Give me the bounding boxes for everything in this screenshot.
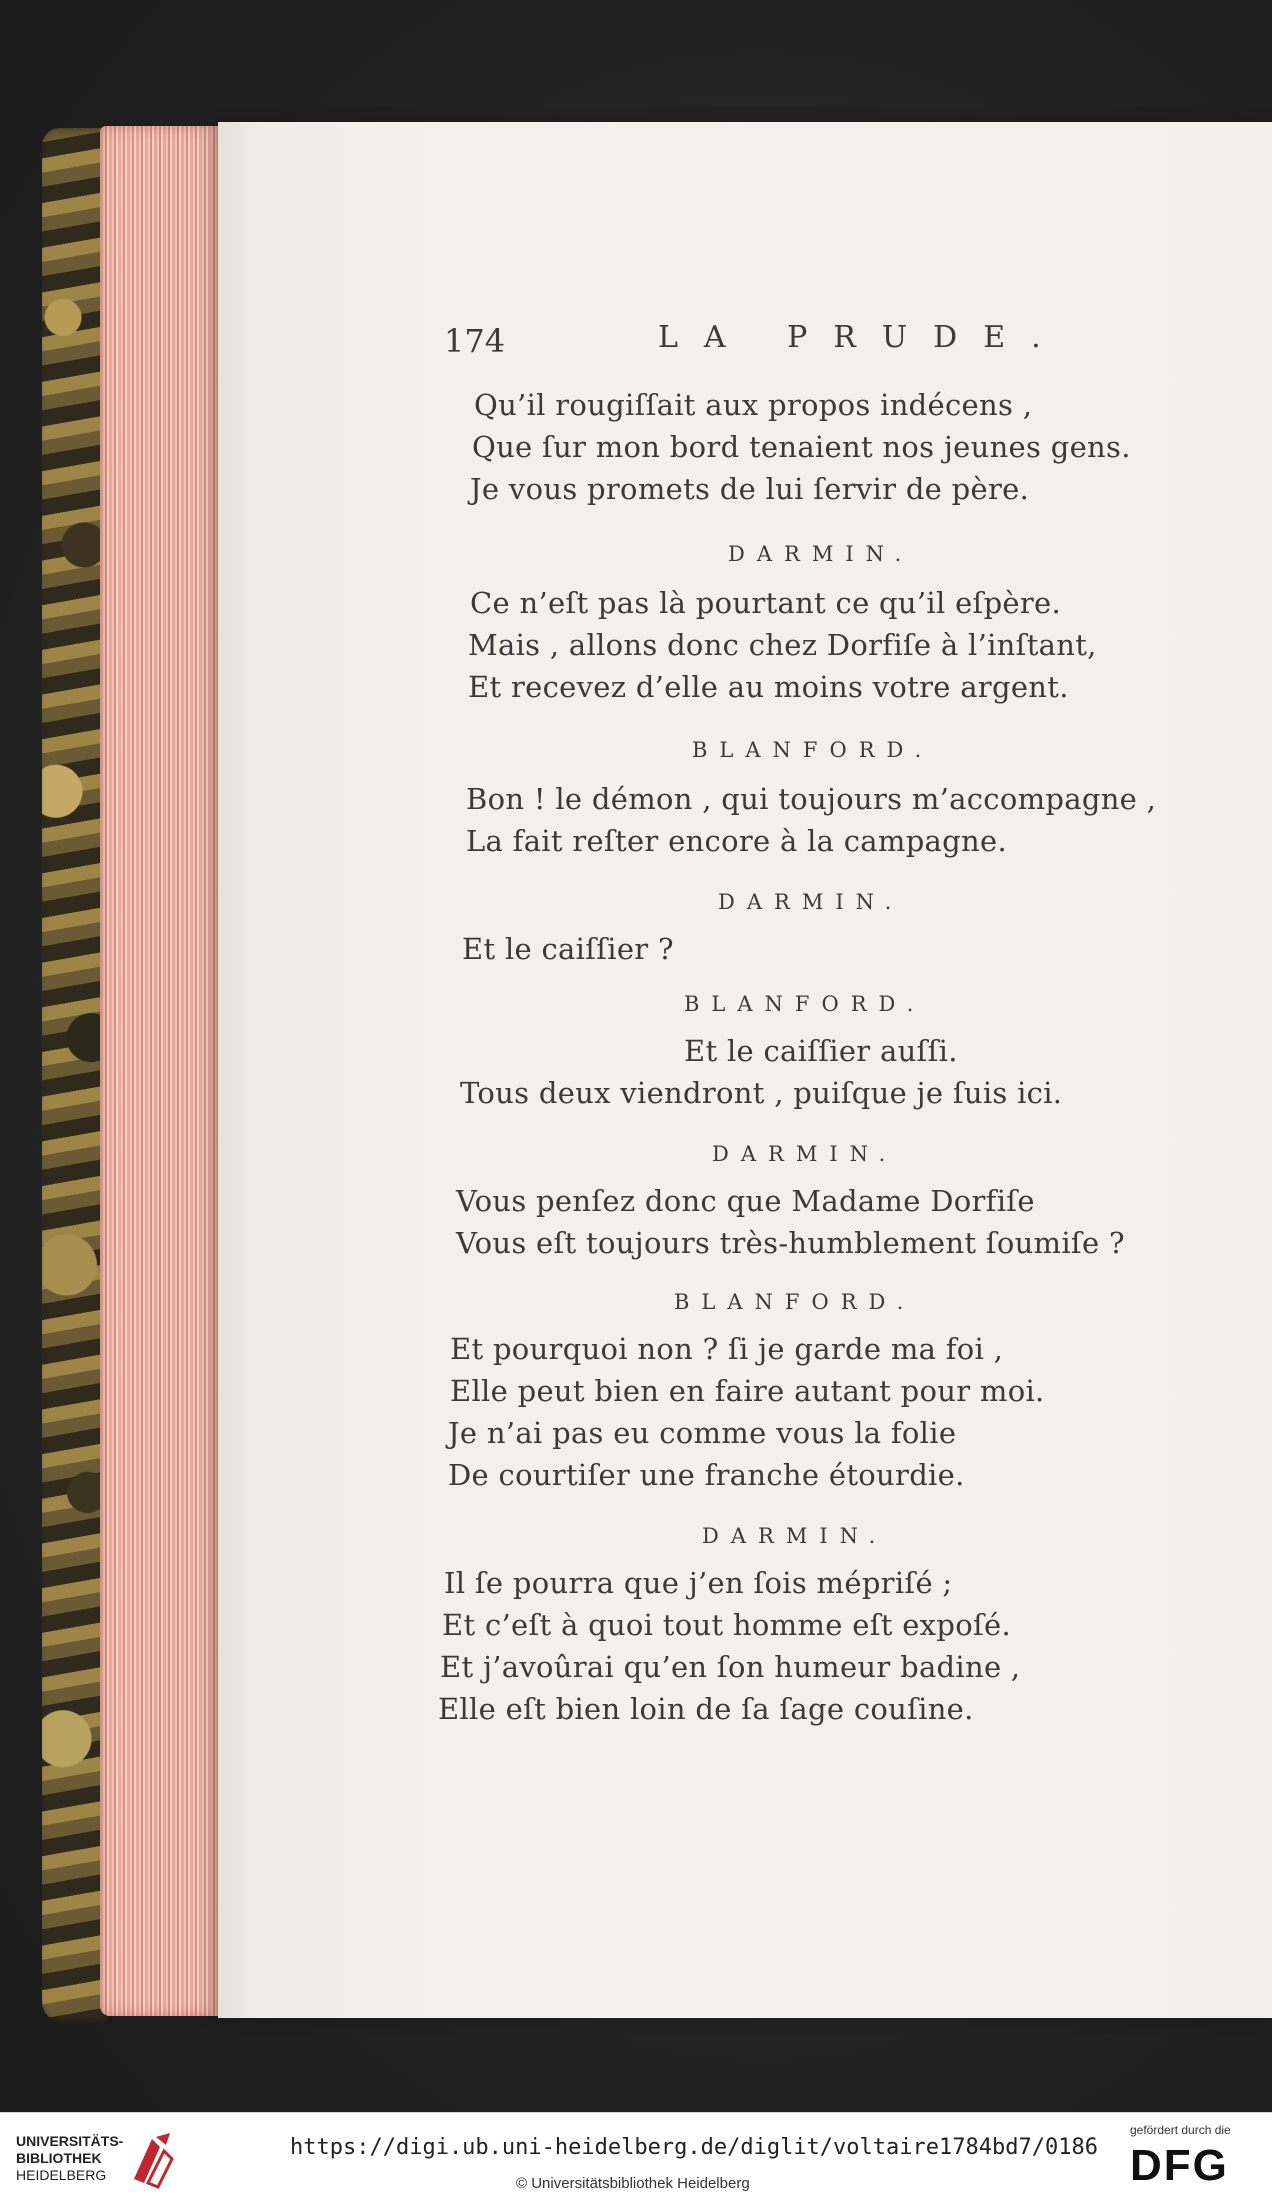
verse-line: Elle peut bien en faire autant pour moi.: [450, 1374, 1045, 1408]
viewer-footer: [0, 2112, 1272, 2205]
speaker-name: DARMIN.: [702, 1524, 888, 1548]
verse-line: Il ſe pourra que j’en ſois mépriſé ;: [444, 1566, 953, 1600]
permalink-url[interactable]: https://digi.ub.uni-heidelberg.de/diglit/voltaire1784bd7/0186: [290, 2135, 1098, 2160]
page-number: 174: [444, 322, 506, 360]
verse-line: Vous penſez donc que Madame Dorfiſe: [456, 1184, 1035, 1218]
verse-line: Tous deux viendront , puiſque je ſuis ici.: [460, 1076, 1063, 1110]
copyright-notice: © Universitätsbibliothek Heidelberg: [516, 2175, 750, 2192]
speaker-name: DARMIN.: [712, 1142, 898, 1166]
speaker-name: DARMIN.: [718, 890, 904, 914]
verse-line: Qu’il rougiſſait aux propos indécens ,: [474, 388, 1033, 422]
verse-line: De courtiſer une franche étourdie.: [448, 1458, 965, 1492]
verse-line: Vous eſt toujours très-humblement ſoumiſe ?: [456, 1226, 1125, 1260]
dfg-logo[interactable]: DFG: [1130, 2141, 1229, 2190]
book-page: [218, 122, 1272, 2018]
library-logo[interactable]: [16, 2133, 123, 2184]
verse-line: Et le caiſſier ?: [462, 932, 674, 966]
verse-line: Elle eſt bien loin de ſa ſage couſine.: [438, 1692, 974, 1726]
library-mark-icon: [130, 2129, 176, 2189]
page-edges: [100, 126, 220, 2016]
verse-line: Ce n’eſt pas là pourtant ce qu’il eſpère.: [470, 586, 1062, 620]
running-title: LA PRUDE.: [658, 320, 1067, 355]
verse-line: Que ſur mon bord tenaient nos jeunes gens.: [472, 430, 1131, 464]
funding-label: gefördert durch die: [1130, 2123, 1231, 2137]
library-name-line3: HEIDELBERG: [16, 2167, 107, 2183]
verse-line: La fait reſter encore à la campagne.: [466, 824, 1007, 858]
verse-line: Je vous promets de lui ſervir de père.: [470, 472, 1030, 506]
library-name-line2: BIBLIOTHEK: [16, 2150, 102, 2166]
verse-line: Je n’ai pas eu comme vous la folie: [448, 1416, 957, 1450]
speaker-name: BLANFORD.: [684, 992, 926, 1016]
verse-line: Mais , allons donc chez Dorfiſe à l’inſtant,: [468, 628, 1097, 662]
verse-line: Et c’eſt à quoi tout homme eſt expoſé.: [442, 1608, 1011, 1642]
verse-line: Et pourquoi non ? ſi je garde ma foi ,: [450, 1332, 1004, 1366]
verse-line: Et le caiſſier auſſi.: [684, 1034, 958, 1068]
verse-line: Et j’avoûrai qu’en ſon humeur badine ,: [440, 1650, 1021, 1684]
speaker-name: DARMIN.: [728, 542, 914, 566]
library-name-line1: UNIVERSITÄTS-: [16, 2133, 124, 2149]
speaker-name: BLANFORD.: [674, 1290, 916, 1314]
verse-line: Bon ! le démon , qui toujours m’accompagne ,: [466, 782, 1157, 816]
speaker-name: BLANFORD.: [692, 738, 934, 762]
verse-line: Et recevez d’elle au moins votre argent.: [468, 670, 1069, 704]
